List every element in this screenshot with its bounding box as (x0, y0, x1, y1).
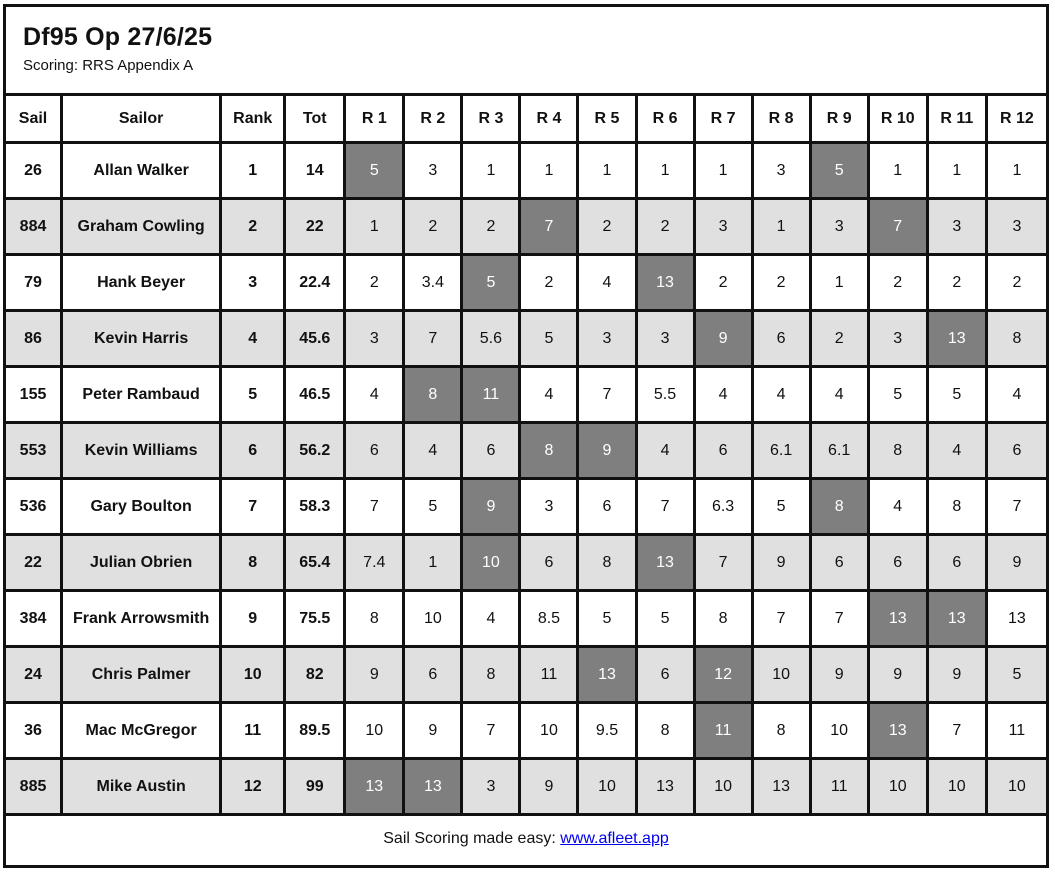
sailor-name-cell: Peter Rambaud (62, 367, 221, 423)
race-score-cell: 8 (636, 703, 694, 759)
race-score-cell: 7 (927, 703, 986, 759)
race-score-cell: 10 (868, 759, 927, 815)
race-score-cell: 9 (752, 535, 810, 591)
race-score-cell: 13 (636, 759, 694, 815)
rank-cell: 5 (221, 367, 285, 423)
table-row (5, 591, 1048, 647)
race-score-cell: 3 (694, 199, 752, 255)
sail-number-cell: 885 (5, 759, 62, 815)
race-score-cell: 4 (810, 367, 868, 423)
race-score-cell: 6 (345, 423, 404, 479)
race-score-discarded: 9 (462, 479, 520, 535)
column-header-r9: R 9 (810, 95, 868, 143)
total-cell: 89.5 (285, 703, 345, 759)
total-cell: 99 (285, 759, 345, 815)
race-score-discarded: 13 (578, 647, 636, 703)
column-header-r3: R 3 (462, 95, 520, 143)
rank-cell: 7 (221, 479, 285, 535)
column-header-r10: R 10 (868, 95, 927, 143)
race-score-discarded: 8 (520, 423, 578, 479)
race-score-cell: 3 (810, 199, 868, 255)
race-score-cell: 7 (462, 703, 520, 759)
rank-cell: 4 (221, 311, 285, 367)
table-row (5, 311, 1048, 367)
race-score-discarded: 13 (345, 759, 404, 815)
race-score-cell: 9.5 (578, 703, 636, 759)
race-score-cell: 2 (636, 199, 694, 255)
total-cell: 56.2 (285, 423, 345, 479)
race-score-cell: 5 (868, 367, 927, 423)
column-header-r4: R 4 (520, 95, 578, 143)
race-score-discarded: 13 (868, 703, 927, 759)
race-score-cell: 6 (520, 535, 578, 591)
sail-number-cell: 36 (5, 703, 62, 759)
total-cell: 45.6 (285, 311, 345, 367)
results-sheet (3, 4, 1049, 868)
sail-number-cell: 26 (5, 143, 62, 199)
column-header-rank: Rank (221, 95, 285, 143)
race-score-cell: 9 (345, 647, 404, 703)
rank-cell: 2 (221, 199, 285, 255)
race-score-cell: 3 (462, 759, 520, 815)
race-score-discarded: 8 (404, 367, 462, 423)
race-score-cell: 9 (810, 647, 868, 703)
race-score-discarded: 9 (694, 311, 752, 367)
race-score-cell: 7 (986, 479, 1047, 535)
race-score-cell: 2 (694, 255, 752, 311)
race-score-cell: 1 (345, 199, 404, 255)
race-score-cell: 2 (578, 199, 636, 255)
column-header-tot: Tot (285, 95, 345, 143)
footer (6, 813, 1046, 865)
table-header-row (5, 95, 1048, 143)
race-score-cell: 4 (694, 367, 752, 423)
sail-number-cell: 553 (5, 423, 62, 479)
race-score-discarded: 5 (462, 255, 520, 311)
race-score-discarded: 13 (404, 759, 462, 815)
race-score-cell: 2 (868, 255, 927, 311)
sailor-name-cell: Kevin Harris (62, 311, 221, 367)
race-score-cell: 10 (986, 759, 1047, 815)
race-score-cell: 10 (810, 703, 868, 759)
sail-number-cell: 22 (5, 535, 62, 591)
sailor-name-cell: Gary Boulton (62, 479, 221, 535)
race-score-cell: 1 (810, 255, 868, 311)
race-score-cell: 6 (578, 479, 636, 535)
race-score-cell: 5 (986, 647, 1047, 703)
race-score-cell: 6.1 (810, 423, 868, 479)
race-score-cell: 3 (578, 311, 636, 367)
race-score-cell: 6 (462, 423, 520, 479)
sail-number-cell: 884 (5, 199, 62, 255)
race-score-cell: 7.4 (345, 535, 404, 591)
table-row (5, 759, 1048, 815)
race-score-discarded: 13 (868, 591, 927, 647)
race-score-cell: 5 (636, 591, 694, 647)
race-score-discarded: 11 (462, 367, 520, 423)
race-score-cell: 3 (927, 199, 986, 255)
race-score-cell: 4 (578, 255, 636, 311)
race-score-cell: 2 (404, 199, 462, 255)
sail-number-cell: 79 (5, 255, 62, 311)
race-score-cell: 10 (404, 591, 462, 647)
results-table (3, 93, 1049, 816)
race-score-cell: 9 (404, 703, 462, 759)
rank-cell: 1 (221, 143, 285, 199)
race-score-cell: 6.3 (694, 479, 752, 535)
race-score-cell: 9 (927, 647, 986, 703)
race-score-cell: 10 (345, 703, 404, 759)
race-score-cell: 6 (927, 535, 986, 591)
race-score-discarded: 7 (868, 199, 927, 255)
column-header-r6: R 6 (636, 95, 694, 143)
rank-cell: 9 (221, 591, 285, 647)
race-score-cell: 9 (986, 535, 1047, 591)
table-row (5, 703, 1048, 759)
race-score-cell: 1 (868, 143, 927, 199)
sailor-name-cell: Hank Beyer (62, 255, 221, 311)
table-row (5, 423, 1048, 479)
table-row (5, 255, 1048, 311)
race-score-cell: 2 (810, 311, 868, 367)
race-score-cell: 3 (752, 143, 810, 199)
race-score-cell: 6 (810, 535, 868, 591)
race-score-cell: 3 (520, 479, 578, 535)
results-header (6, 7, 1046, 94)
race-score-cell: 2 (520, 255, 578, 311)
race-score-cell: 1 (404, 535, 462, 591)
page-title: Df95 Op 27/6/25 (23, 23, 213, 51)
race-score-cell: 5.5 (636, 367, 694, 423)
column-header-r11: R 11 (927, 95, 986, 143)
race-score-cell: 5 (520, 311, 578, 367)
total-cell: 65.4 (285, 535, 345, 591)
column-header-r5: R 5 (578, 95, 636, 143)
race-score-cell: 10 (752, 647, 810, 703)
race-score-cell: 4 (927, 423, 986, 479)
sailor-name-cell: Julian Obrien (62, 535, 221, 591)
sail-number-cell: 86 (5, 311, 62, 367)
race-score-cell: 8 (868, 423, 927, 479)
race-score-cell: 6 (868, 535, 927, 591)
table-row (5, 647, 1048, 703)
race-score-cell: 8 (694, 591, 752, 647)
race-score-discarded: 7 (520, 199, 578, 255)
total-cell: 14 (285, 143, 345, 199)
race-score-cell: 9 (520, 759, 578, 815)
total-cell: 22 (285, 199, 345, 255)
total-cell: 75.5 (285, 591, 345, 647)
race-score-cell: 8 (986, 311, 1047, 367)
race-score-cell: 6.1 (752, 423, 810, 479)
race-score-cell: 3.4 (404, 255, 462, 311)
race-score-cell: 7 (404, 311, 462, 367)
race-score-cell: 2 (345, 255, 404, 311)
race-score-cell: 5.6 (462, 311, 520, 367)
race-score-discarded: 11 (694, 703, 752, 759)
table-row (5, 143, 1048, 199)
race-score-cell: 6 (404, 647, 462, 703)
race-score-cell: 5 (927, 367, 986, 423)
table-row (5, 479, 1048, 535)
race-score-cell: 11 (810, 759, 868, 815)
race-score-cell: 13 (752, 759, 810, 815)
race-score-cell: 7 (810, 591, 868, 647)
race-score-cell: 7 (752, 591, 810, 647)
race-score-cell: 1 (578, 143, 636, 199)
race-score-cell: 10 (927, 759, 986, 815)
rank-cell: 6 (221, 423, 285, 479)
race-score-cell: 1 (752, 199, 810, 255)
race-score-cell: 3 (345, 311, 404, 367)
column-header-sailor: Sailor (62, 95, 221, 143)
race-score-cell: 4 (752, 367, 810, 423)
race-score-cell: 3 (404, 143, 462, 199)
scoring-subtitle: Scoring: RRS Appendix A (23, 57, 194, 74)
race-score-cell: 2 (927, 255, 986, 311)
race-score-cell: 4 (520, 367, 578, 423)
race-score-cell: 6 (986, 423, 1047, 479)
race-score-cell: 5 (752, 479, 810, 535)
race-score-discarded: 13 (636, 535, 694, 591)
race-score-cell: 2 (986, 255, 1047, 311)
column-header-r7: R 7 (694, 95, 752, 143)
race-score-cell: 3 (636, 311, 694, 367)
race-score-cell: 2 (752, 255, 810, 311)
race-score-discarded: 9 (578, 423, 636, 479)
race-score-discarded: 10 (462, 535, 520, 591)
table-row (5, 199, 1048, 255)
race-score-cell: 9 (868, 647, 927, 703)
total-cell: 46.5 (285, 367, 345, 423)
race-score-cell: 8 (927, 479, 986, 535)
race-score-discarded: 5 (345, 143, 404, 199)
sail-number-cell: 24 (5, 647, 62, 703)
race-score-cell: 8 (462, 647, 520, 703)
sailor-name-cell: Graham Cowling (62, 199, 221, 255)
race-score-cell: 4 (636, 423, 694, 479)
race-score-cell: 4 (462, 591, 520, 647)
total-cell: 58.3 (285, 479, 345, 535)
race-score-cell: 11 (520, 647, 578, 703)
race-score-cell: 11 (986, 703, 1047, 759)
race-score-cell: 8 (578, 535, 636, 591)
race-score-cell: 10 (578, 759, 636, 815)
sailor-name-cell: Kevin Williams (62, 423, 221, 479)
race-score-cell: 4 (345, 367, 404, 423)
race-score-cell: 1 (927, 143, 986, 199)
race-score-cell: 10 (694, 759, 752, 815)
race-score-cell: 7 (694, 535, 752, 591)
table-row (5, 367, 1048, 423)
race-score-cell: 2 (462, 199, 520, 255)
table-body (5, 143, 1048, 815)
race-score-discarded: 13 (636, 255, 694, 311)
race-score-discarded: 5 (810, 143, 868, 199)
race-score-discarded: 12 (694, 647, 752, 703)
race-score-cell: 1 (462, 143, 520, 199)
race-score-cell: 1 (986, 143, 1047, 199)
race-score-cell: 8.5 (520, 591, 578, 647)
total-cell: 82 (285, 647, 345, 703)
race-score-cell: 7 (578, 367, 636, 423)
race-score-cell: 1 (694, 143, 752, 199)
sail-number-cell: 536 (5, 479, 62, 535)
rank-cell: 8 (221, 535, 285, 591)
race-score-cell: 7 (345, 479, 404, 535)
sail-number-cell: 155 (5, 367, 62, 423)
sailor-name-cell: Frank Arrowsmith (62, 591, 221, 647)
race-score-cell: 3 (986, 199, 1047, 255)
race-score-discarded: 13 (927, 591, 986, 647)
race-score-cell: 6 (694, 423, 752, 479)
race-score-cell: 5 (578, 591, 636, 647)
race-score-cell: 1 (520, 143, 578, 199)
race-score-cell: 3 (868, 311, 927, 367)
column-header-r2: R 2 (404, 95, 462, 143)
rank-cell: 11 (221, 703, 285, 759)
total-cell: 22.4 (285, 255, 345, 311)
race-score-cell: 4 (868, 479, 927, 535)
race-score-cell: 6 (636, 647, 694, 703)
sailor-name-cell: Allan Walker (62, 143, 221, 199)
rank-cell: 12 (221, 759, 285, 815)
rank-cell: 3 (221, 255, 285, 311)
footer-text: Sail Scoring made easy: (383, 830, 561, 847)
race-score-cell: 7 (636, 479, 694, 535)
sailor-name-cell: Mike Austin (62, 759, 221, 815)
table-row (5, 535, 1048, 591)
column-header-r8: R 8 (752, 95, 810, 143)
sailor-name-cell: Mac McGregor (62, 703, 221, 759)
race-score-discarded: 13 (927, 311, 986, 367)
race-score-cell: 10 (520, 703, 578, 759)
sailor-name-cell: Chris Palmer (62, 647, 221, 703)
race-score-cell: 8 (345, 591, 404, 647)
race-score-cell: 13 (986, 591, 1047, 647)
race-score-discarded: 8 (810, 479, 868, 535)
afleet-link[interactable]: www.afleet.app (560, 830, 669, 847)
column-header-sail: Sail (5, 95, 62, 143)
race-score-cell: 4 (404, 423, 462, 479)
race-score-cell: 5 (404, 479, 462, 535)
race-score-cell: 4 (986, 367, 1047, 423)
race-score-cell: 6 (752, 311, 810, 367)
column-header-r12: R 12 (986, 95, 1047, 143)
race-score-cell: 8 (752, 703, 810, 759)
race-score-cell: 1 (636, 143, 694, 199)
rank-cell: 10 (221, 647, 285, 703)
column-header-r1: R 1 (345, 95, 404, 143)
sail-number-cell: 384 (5, 591, 62, 647)
